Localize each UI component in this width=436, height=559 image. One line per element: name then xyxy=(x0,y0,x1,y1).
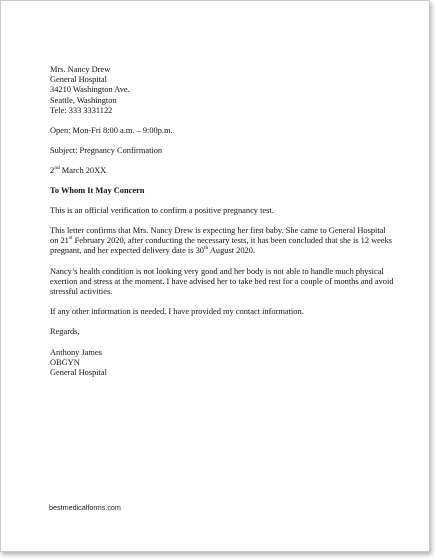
signature-name: Anthony James xyxy=(50,347,102,357)
sender-block xyxy=(50,65,395,116)
body-p2-line-2-pre: on 21 xyxy=(50,236,69,246)
letter-content xyxy=(50,65,395,378)
subject-line xyxy=(50,146,395,156)
body-p3-line-3: stressful activities. xyxy=(50,287,113,297)
body-p2-line-2 xyxy=(50,236,395,246)
body-p2-line-3-post: August 2020. xyxy=(208,246,255,256)
body-p2-line-3-sup: th xyxy=(203,245,209,252)
body-paragraph-2 xyxy=(50,226,395,257)
signature-org: General Hospital xyxy=(50,368,107,378)
sender-phone: Tele: 333 3331122 xyxy=(50,105,113,115)
salutation xyxy=(50,186,395,196)
footer-watermark: bestmedicalforms.com xyxy=(49,503,121,512)
signature-title: OBGYN xyxy=(50,357,80,367)
body-paragraph-4 xyxy=(50,307,395,317)
date-suffix: nd xyxy=(54,165,60,172)
letter-date-text xyxy=(50,166,395,176)
body-p3-line-1: Nancy’s health condition is not looking very good and her body is not able to handle much physical xyxy=(50,266,384,276)
signature-block xyxy=(50,348,395,379)
subject-text: Subject: Pregnancy Confirmation xyxy=(50,146,163,156)
date-day: 2 xyxy=(50,166,55,176)
body-paragraph-1 xyxy=(50,206,395,216)
closing xyxy=(50,327,395,337)
sender-org: General Hospital xyxy=(50,75,107,85)
body-p2-line-2-post: February 2020, after conducting the necessary tests, it has been concluded that she is 12 weeks xyxy=(72,236,393,246)
body-p3-line-2: exertion and stress at the moment. I have advised her to take bed rest for a couple of months and avoid xyxy=(50,276,394,286)
closing-text: Regards, xyxy=(50,327,80,337)
letter-date xyxy=(50,166,395,176)
body-p4-text: If any other information is needed, I have provided my contact information. xyxy=(50,307,304,317)
salutation-text: To Whom It May Concern xyxy=(50,185,145,195)
body-p2-line-3-pre: pregnant, and her expected delivery date is 30 xyxy=(50,246,204,256)
body-p2-line-2-sup: st xyxy=(68,235,73,242)
sender-name: Mrs. Nancy Drew xyxy=(50,65,111,74)
date-rest: March 20XX xyxy=(59,166,107,176)
office-hours xyxy=(50,126,395,136)
sender-street: 34210 Washington Ave. xyxy=(50,85,130,95)
body-p1-text: This is an official verification to confirm a positive pregnancy test. xyxy=(50,205,274,215)
office-hours-text: Open: Mon-Fri 8:00 a.m. – 9:00p.m. xyxy=(50,126,173,136)
body-p2-line-1: This letter confirms that Mrs. Nancy Drew is expecting her first baby. She came to General Hospital xyxy=(50,226,386,236)
body-p2-line-3 xyxy=(50,246,395,256)
sender-city: Seattle, Washington xyxy=(50,95,117,105)
body-paragraph-3 xyxy=(50,267,395,298)
